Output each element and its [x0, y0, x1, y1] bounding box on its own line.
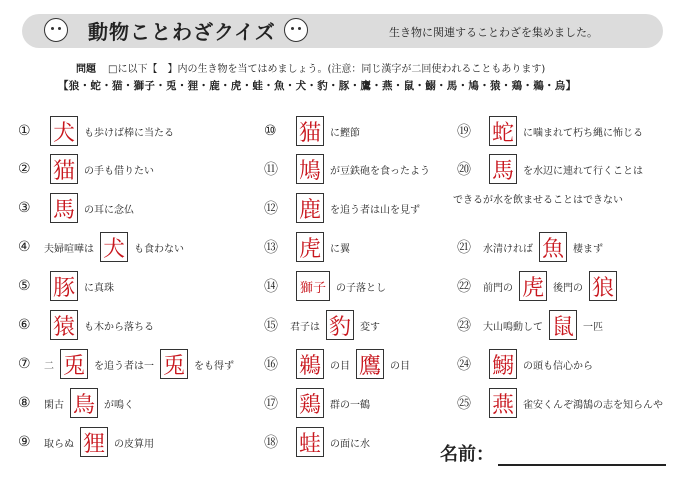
quiz-item [264, 310, 380, 340]
quiz-item [457, 388, 663, 418]
page-subtitle: 生き物に関連することわざを集めました。 [389, 26, 598, 39]
answer-box: 鷹 [356, 349, 384, 379]
item-text: 棲まず [573, 243, 603, 255]
answer-box: 豚 [50, 271, 78, 301]
answer-box: 猫 [50, 154, 78, 184]
quiz-item [264, 427, 370, 457]
item-number: ⑭ [264, 279, 278, 295]
quiz-item [18, 116, 174, 146]
quiz-item [457, 116, 643, 146]
item-number: ⑧ [18, 395, 31, 411]
answer-box: 馬 [50, 193, 78, 223]
quiz-item [18, 388, 134, 418]
name-field [440, 440, 666, 466]
answer-box: 鹿 [296, 193, 324, 223]
answer-box: 兎 [60, 349, 88, 379]
item-text-before: 夫婦喧嘩は [44, 243, 94, 255]
item-number: ⑥ [18, 317, 31, 333]
item-number: ⑫ [264, 201, 278, 217]
item-text: に真珠 [84, 282, 114, 294]
choice-list: 【狼・蛇・猫・獅子・兎・狸・鹿・虎・蛙・魚・犬・豹・豚・鷹・燕・鼠・鰯・馬・鳩・猿・鶏・鵜・烏】 [58, 80, 577, 92]
item-number: ⑩ [264, 123, 277, 139]
quiz-item [457, 271, 623, 301]
item-number: ⑤ [18, 278, 31, 294]
quiz-item [264, 232, 350, 262]
answer-box: 虎 [519, 271, 547, 301]
quiz-item [18, 154, 154, 184]
answer-box: 蛇 [489, 116, 517, 146]
question-instructions [76, 60, 545, 75]
answer-box: 犬 [100, 232, 128, 262]
item-text-after: をも得ず [194, 360, 234, 372]
item-number: ⑪ [264, 162, 278, 178]
item-text: の子落とし [336, 282, 387, 294]
item-text: も木から落ちる [84, 321, 154, 333]
quiz-item [457, 232, 603, 262]
item-text-before: 水清ければ [483, 243, 533, 255]
item-text: の頭も信心から [523, 360, 593, 372]
item-number: ⑰ [264, 396, 278, 412]
answer-box: 鵜 [296, 349, 324, 379]
answer-box: 鰯 [489, 349, 517, 379]
answer-box: 狼 [589, 271, 617, 301]
item-number: ㉓ [457, 318, 471, 334]
item-text: に噛まれて朽ち縄に怖じる [523, 127, 643, 139]
item-text: を追う者は山を見ず [330, 204, 420, 216]
answer-box: 獅子 [296, 271, 330, 301]
item-number: ⑲ [457, 124, 471, 140]
quiz-item [264, 349, 410, 379]
answer-box: 兎 [160, 349, 188, 379]
answer-box: 鳩 [296, 154, 324, 184]
answer-box: 馬 [489, 154, 517, 184]
item-text: 群の一鶴 [330, 399, 370, 411]
quiz-item [264, 154, 430, 184]
item-text-before: 二 [44, 360, 54, 372]
item-text: に鰹節 [330, 127, 360, 139]
item-text-before: 閑古 [44, 399, 64, 411]
item-text: に翼 [330, 243, 350, 255]
item-number: ⑱ [264, 435, 278, 451]
item-number: ㉔ [457, 357, 471, 373]
quiz-item [264, 116, 360, 146]
answer-box: 猫 [296, 116, 324, 146]
item-text: が鳴く [104, 399, 134, 411]
quiz-item [18, 232, 184, 262]
item-text-after: の目 [390, 360, 410, 372]
item-text: の手も借りたい [84, 165, 154, 177]
item-number: ㉕ [457, 396, 471, 412]
quiz-item [264, 193, 420, 223]
item-text-before: 君子は [290, 321, 320, 333]
quiz-item [18, 193, 134, 223]
answer-box: 鶏 [296, 388, 324, 418]
item-text-continued: できるが水を飲ませることはできない [453, 195, 623, 206]
item-text: の目 [330, 360, 350, 372]
item-number: ⑨ [18, 434, 31, 450]
quiz-item [457, 154, 643, 184]
answer-box: 燕 [489, 388, 517, 418]
item-text-before: 取らぬ [44, 438, 74, 450]
item-number: ⑯ [264, 357, 278, 373]
item-text: 変す [360, 321, 380, 333]
title-banner [22, 14, 663, 48]
item-number: ㉑ [457, 240, 471, 256]
item-number: ③ [18, 200, 31, 216]
quiz-item [18, 271, 114, 301]
answer-box: 鼠 [549, 310, 577, 340]
item-number: ① [18, 123, 31, 139]
page-title: 動物ことわざクイズ [88, 20, 276, 44]
child-face-icon [284, 18, 308, 42]
item-text: も食わない [134, 243, 184, 255]
item-text: 雀安くんぞ鴻鵠の志を知らんや [523, 399, 663, 411]
item-number: ② [18, 161, 31, 177]
item-number: ⑬ [264, 240, 278, 256]
item-text: の面に水 [330, 438, 370, 450]
item-text-before: 大山鳴動して [483, 321, 543, 333]
answer-box: 鳥 [70, 388, 98, 418]
answer-box: 猿 [50, 310, 78, 340]
item-text: の皮算用 [114, 438, 154, 450]
item-text: の耳に念仏 [84, 204, 134, 216]
item-number: ④ [18, 239, 31, 255]
quiz-item [264, 271, 386, 301]
item-text-before: 前門の [483, 282, 513, 294]
item-text: 後門の [553, 282, 583, 294]
answer-box: 狸 [80, 427, 108, 457]
quiz-item [18, 427, 154, 457]
answer-box: 魚 [539, 232, 567, 262]
question-text: □に以下【 】内の生き物を当てはめましょう。(注意：同じ漢字が二回使われることもあります) [108, 64, 546, 75]
answer-box: 蛙 [296, 427, 324, 457]
child-face-icon [44, 18, 68, 42]
answer-box: 虎 [296, 232, 324, 262]
name-label: 名前： [440, 444, 494, 465]
item-number: ㉒ [457, 279, 471, 295]
item-text: も歩けば棒に当たる [84, 127, 174, 139]
item-text: を水辺に連れて行くことは [523, 165, 643, 177]
quiz-item [457, 310, 603, 340]
answer-box: 豹 [326, 310, 354, 340]
item-number: ⑮ [264, 318, 278, 334]
quiz-item [264, 388, 370, 418]
quiz-item [18, 349, 234, 379]
item-text: が豆鉄砲を食ったよう [330, 165, 430, 177]
item-number: ⑦ [18, 356, 31, 372]
item-number: ⑳ [457, 162, 471, 178]
item-text: を追う者は一 [94, 360, 154, 372]
question-label: 問題 [76, 64, 96, 75]
item-text: 一匹 [583, 321, 603, 333]
name-input-line[interactable] [498, 444, 666, 466]
quiz-item [18, 310, 154, 340]
answer-box: 犬 [50, 116, 78, 146]
quiz-item [457, 349, 593, 379]
